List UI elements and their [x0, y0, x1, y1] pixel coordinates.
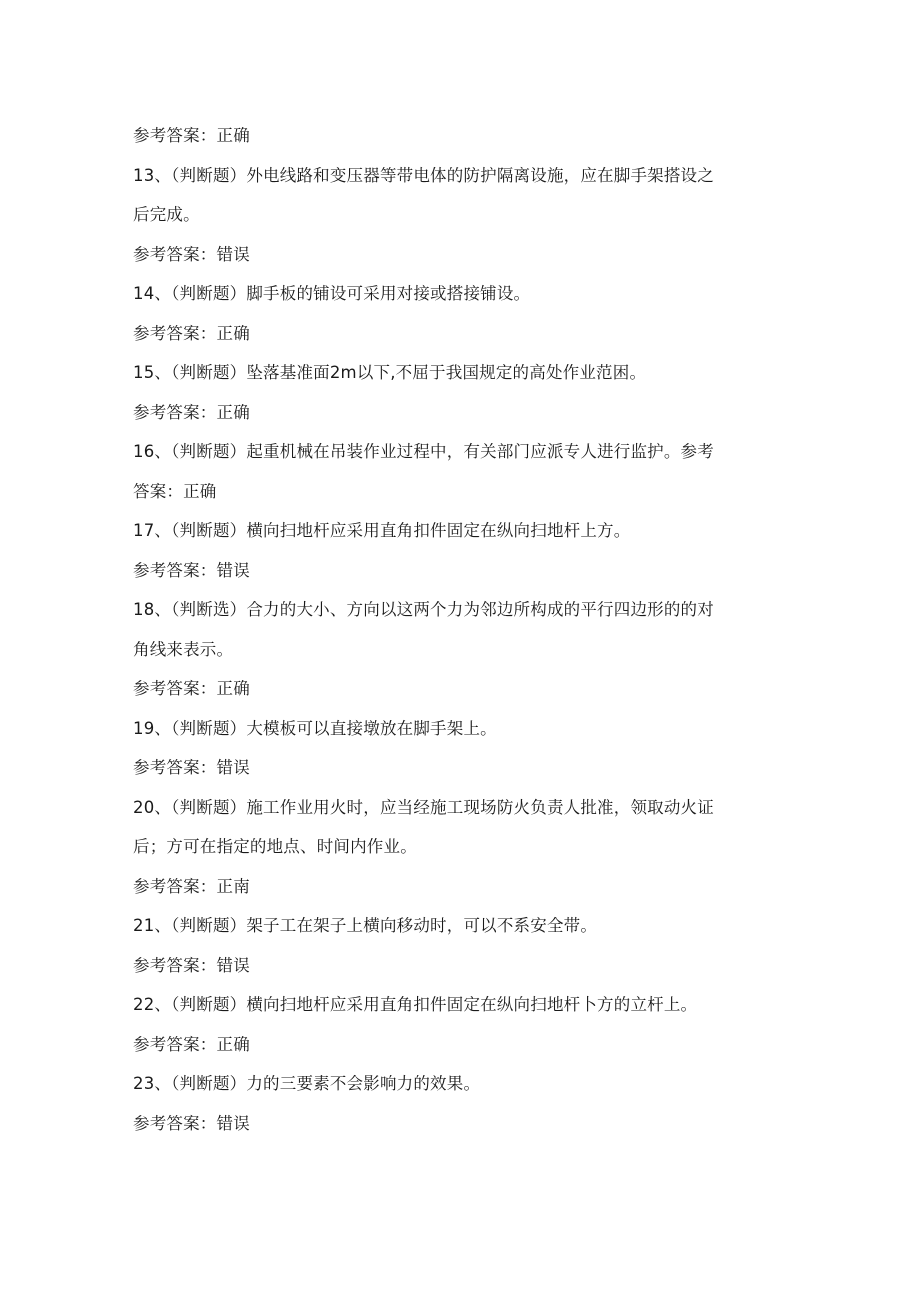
question-16-line-2: 答案：正确	[133, 481, 217, 501]
answer-line: 参考答案：正确	[133, 402, 250, 422]
question-19: 19、（判断题）大模板可以直接墩放在脚手架上。	[133, 718, 497, 738]
answer-line: 参考答案：正南	[133, 876, 250, 896]
question-22: 22、（判断题）横向扫地杆应采用直角扣件固定在纵向扫地杆卜方的立杆上。	[133, 995, 698, 1014]
question-list	[133, 116, 788, 1143]
question-16-line-1: 16、（判断题）起重机械在吊装作业过程中，有关部门应派专人进行监护。参考	[133, 442, 714, 461]
question-23: 23、（判断题）力的三要素不会影响力的效果。	[133, 1074, 481, 1093]
question-18-line-2: 角线来表示。	[133, 639, 234, 659]
answer-line: 参考答案：错误	[133, 244, 250, 264]
question-21: 21、（判断题）架子工在架子上横向移动时，可以不系安全带。	[133, 916, 598, 935]
answer-line: 参考答案：正确	[133, 679, 250, 698]
answer-line: 参考答案：错误	[133, 1113, 250, 1133]
question-15: 15、（判断题）坠落基准面2m以下,不屈于我国规定的高处作业范困。	[133, 363, 647, 382]
answer-line: 参考答案：正确	[133, 1034, 250, 1054]
answer-line: 参考答案：错误	[133, 955, 250, 975]
answer-line: 参考答案：错误	[133, 758, 250, 777]
question-13-line-2: 后完成。	[133, 205, 200, 224]
question-18-line-1: 18、（判断选）合力的大小、方向以这两个力为邻边所构成的平行四边形的的对	[133, 600, 714, 619]
question-20-line-1: 20、（判断题）施工作业用火时，应当经施工现场防火负责人批准，领取动火证	[133, 797, 714, 817]
question-20-line-2: 后；方可在指定的地点、时间内作业。	[133, 837, 417, 856]
answer-line: 参考答案：错误	[133, 560, 250, 580]
question-17: 17、（判断题）横向扫地杆应采用直角扣件固定在纵向扫地杆上方。	[133, 521, 631, 540]
question-13-line-1: 13、（判断题）外电线路和变压器等带电体的防护隔离设施，应在脚手架搭设之	[133, 165, 714, 185]
answer-line: 参考答案：正确	[133, 323, 250, 343]
answer-line: 参考答案：正确	[133, 126, 250, 145]
question-14: 14、（判断题）脚手板的铺设可采用对接或搭接铺设。	[133, 284, 531, 303]
